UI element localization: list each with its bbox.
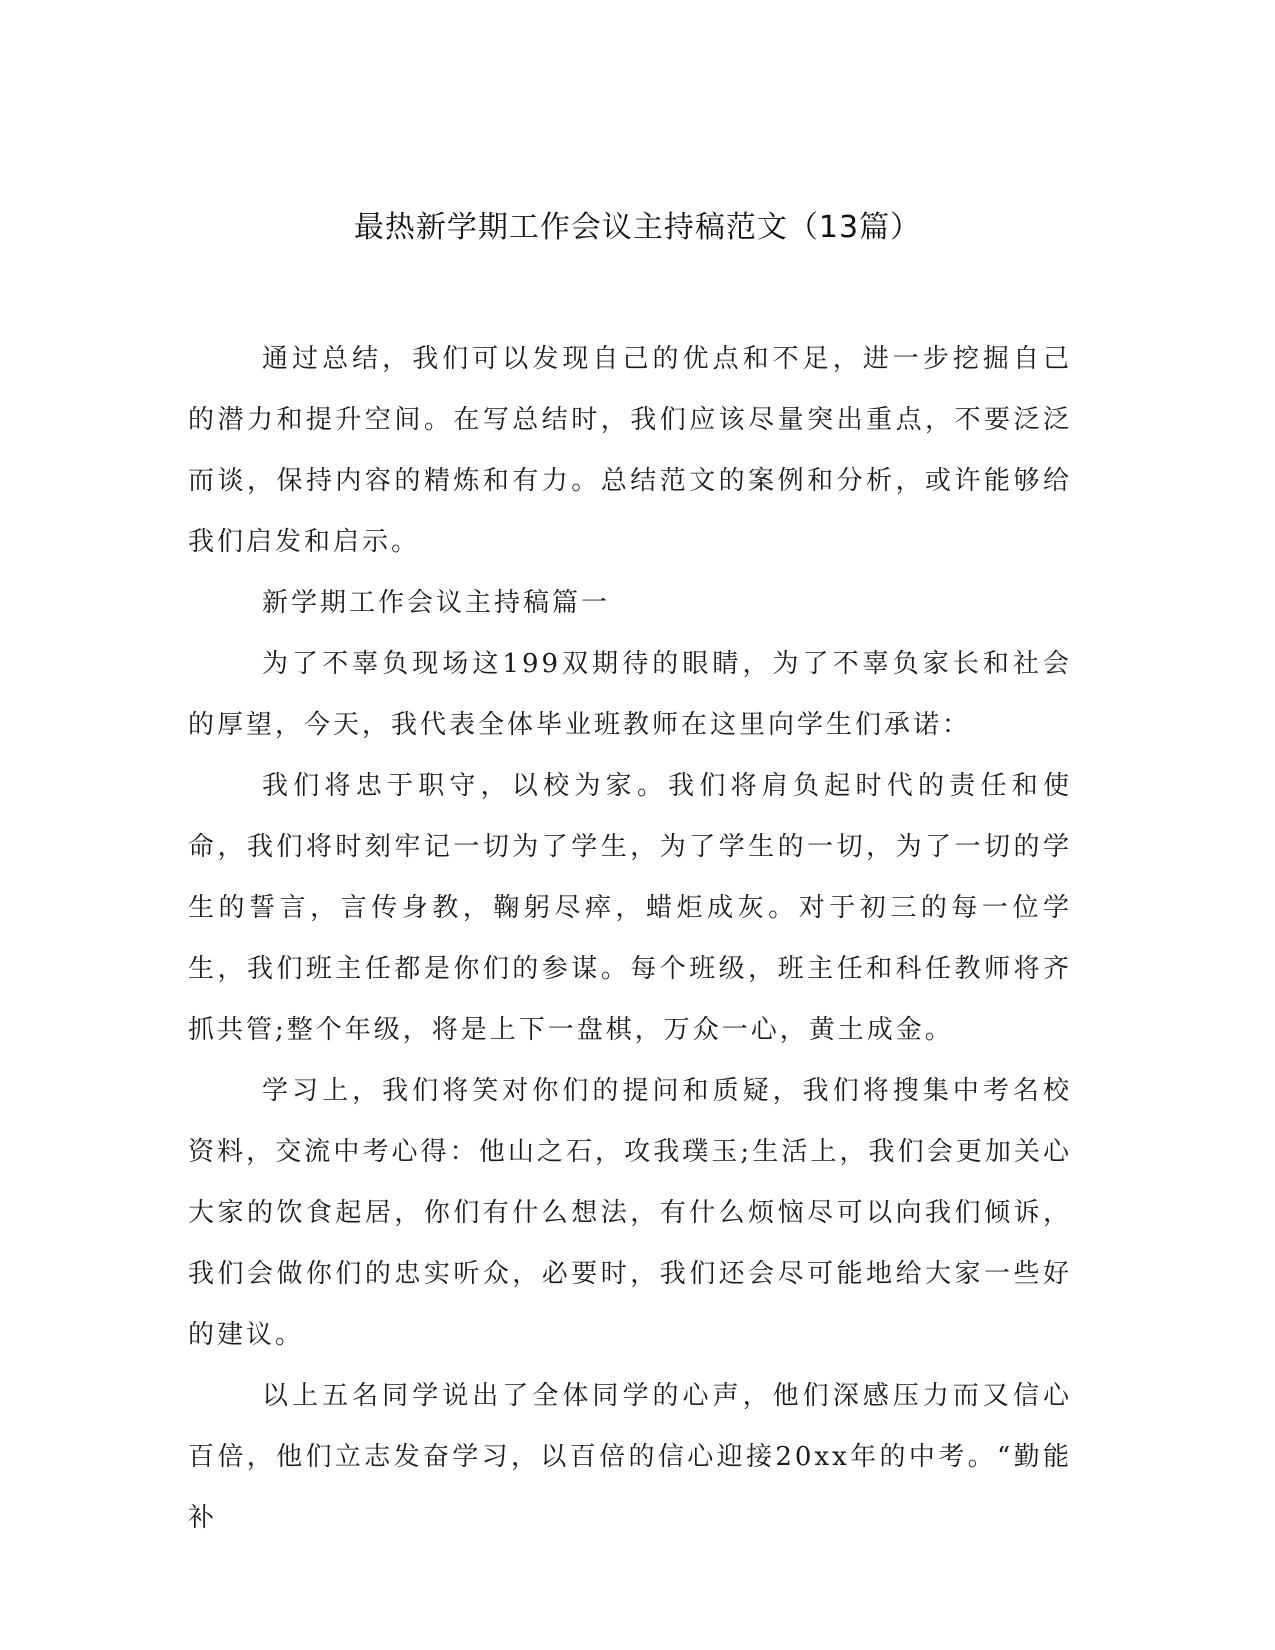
document-body bbox=[188, 329, 1072, 1549]
section-heading: 新学期工作会议主持稿篇一 bbox=[262, 588, 611, 618]
paragraph: 以上五名同学说出了全体同学的心声，他们深感压力而又信心百倍，他们立志发奋学习，以百倍的信心迎接20xx年的中考。“勤能补 bbox=[188, 1381, 1072, 1533]
paragraph: 我们将忠于职守，以校为家。我们将肩负起时代的责任和使命，我们将时刻牢记一切为了学生，为了学生的一切，为了一切的学生的誓言，言传身教，鞠躬尽瘁，蜡炬成灰。对于初三的每一位学生，我们班主任都是你们的参谋。每个班级，班主任和科任教师将齐抓共管;整个年级，将是上下一盘棋，万众一心，黄土成金。 bbox=[188, 771, 1072, 1045]
paragraph: 为了不辜负现场这199双期待的眼睛，为了不辜负家长和社会的厚望，今天，我代表全体毕业班教师在这里向学生们承诺： bbox=[188, 649, 1072, 740]
document-title: 最热新学期工作会议主持稿范文（13篇） bbox=[353, 210, 922, 245]
paragraph-intro: 通过总结，我们可以发现自己的优点和不足，进一步挖掘自己的潜力和提升空间。在写总结时，我们应该尽量突出重点，不要泛泛而谈，保持内容的精炼和有力。总结范文的案例和分析，或许能够给我们启发和启示。 bbox=[188, 344, 1072, 557]
paragraph: 学习上，我们将笑对你们的提问和质疑，我们将搜集中考名校资料，交流中考心得：他山之石，攻我璞玉;生活上，我们会更加关心大家的饮食起居，你们有什么想法，有什么烦恼尽可以向我们倾诉，我们会做你们的忠实听众，必要时，我们还会尽可能地给大家一些好的建议。 bbox=[188, 1076, 1072, 1350]
